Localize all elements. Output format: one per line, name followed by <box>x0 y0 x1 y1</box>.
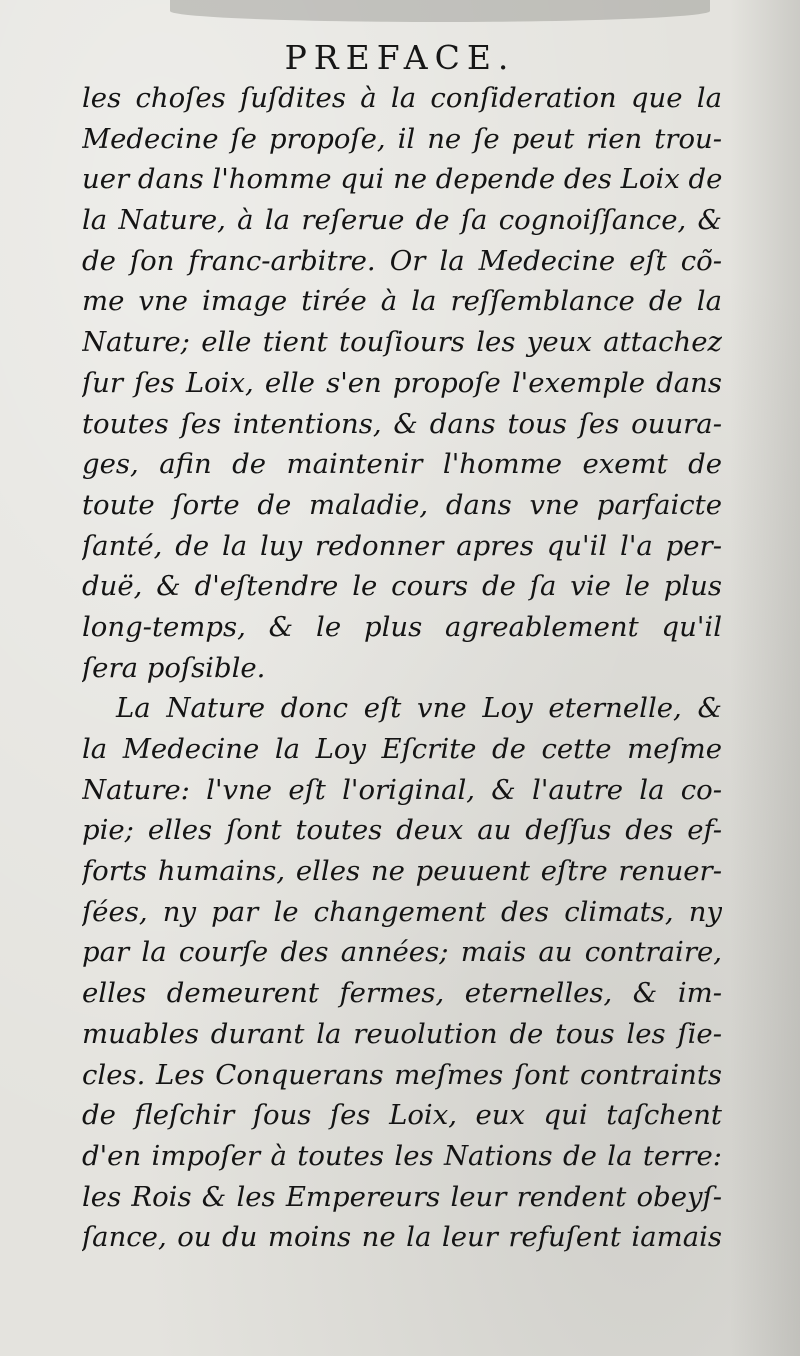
page-edge-shadow <box>730 0 800 1356</box>
text-line: pie; elles ſont toutes deux au deſſus des ef- <box>82 814 722 847</box>
text-line: les Rois & les Empereurs leur rendent obeyſ- <box>82 1180 722 1213</box>
text-line: elles demeurent fermes, eternelles, & im- <box>82 977 722 1010</box>
paper-stain <box>170 0 710 22</box>
text-line: par la courſe des années; mais au contraire, <box>82 936 722 969</box>
text-line: la Medecine la Loy Eſcrite de cette meſme <box>82 733 722 765</box>
text-line: cles. Les Conquerans meſmes ſont contraints <box>82 1058 722 1091</box>
text-line: ges, afin de maintenir l'homme exemt de <box>82 448 722 481</box>
text-line: ſanté, de la luy redonner apres qu'il l'a per- <box>82 529 722 562</box>
text-line: de ſon franc-arbitre. Or la Medecine eſt cõ- <box>82 244 722 277</box>
text-line: d'en impoſer à toutes les Nations de la terre: <box>82 1139 722 1172</box>
text-line: de fleſchir ſous ſes Loix, eux qui taſchent <box>82 1099 722 1132</box>
body-text <box>82 78 722 1258</box>
text-line: ſera poſsible. <box>82 651 266 684</box>
text-line: toutes ſes intentions, & dans tous ſes ouura- <box>82 407 722 440</box>
text-line: duë, & d'eſtendre le cours de ſa vie le plus <box>82 570 722 603</box>
text-line: ſées, ny par le changement des climats, ny <box>82 895 722 928</box>
text-line: muables durant la reuolution de tous les ſie- <box>82 1017 722 1050</box>
running-header: PREFACE. <box>284 38 516 77</box>
text-line: les choſes ſuſdites à la conſideration que la <box>82 82 722 114</box>
text-line: ſur ſes Loix, elle s'en propoſe l'exemple dans <box>82 366 722 399</box>
text-line: uer dans l'homme qui ne depende des Loix de <box>82 163 722 196</box>
text-line: long-temps, & le plus agreablement qu'il <box>82 610 722 643</box>
text-line: Nature; elle tient touſiours les yeux attachez <box>82 326 722 359</box>
text-line: ſance, ou du moins ne la leur refuſent iamais <box>82 1221 722 1254</box>
text-line: Medecine ſe propoſe, il ne ſe peut rien trou- <box>82 122 722 155</box>
text-line: Nature: l'vne eſt l'original, & l'autre la co- <box>82 773 722 806</box>
text-line: me vne image tirée à la reſſemblance de la <box>82 285 722 318</box>
text-line: La Nature donc eſt vne Loy eternelle, & <box>116 692 722 725</box>
text-line: la Nature, à la reſerue de ſa cognoiſſance, & <box>82 204 722 237</box>
text-line: toute ſorte de maladie, dans vne parfaicte <box>82 488 722 521</box>
text-line: forts humains, elles ne peuuent eſtre renuer- <box>82 855 722 888</box>
